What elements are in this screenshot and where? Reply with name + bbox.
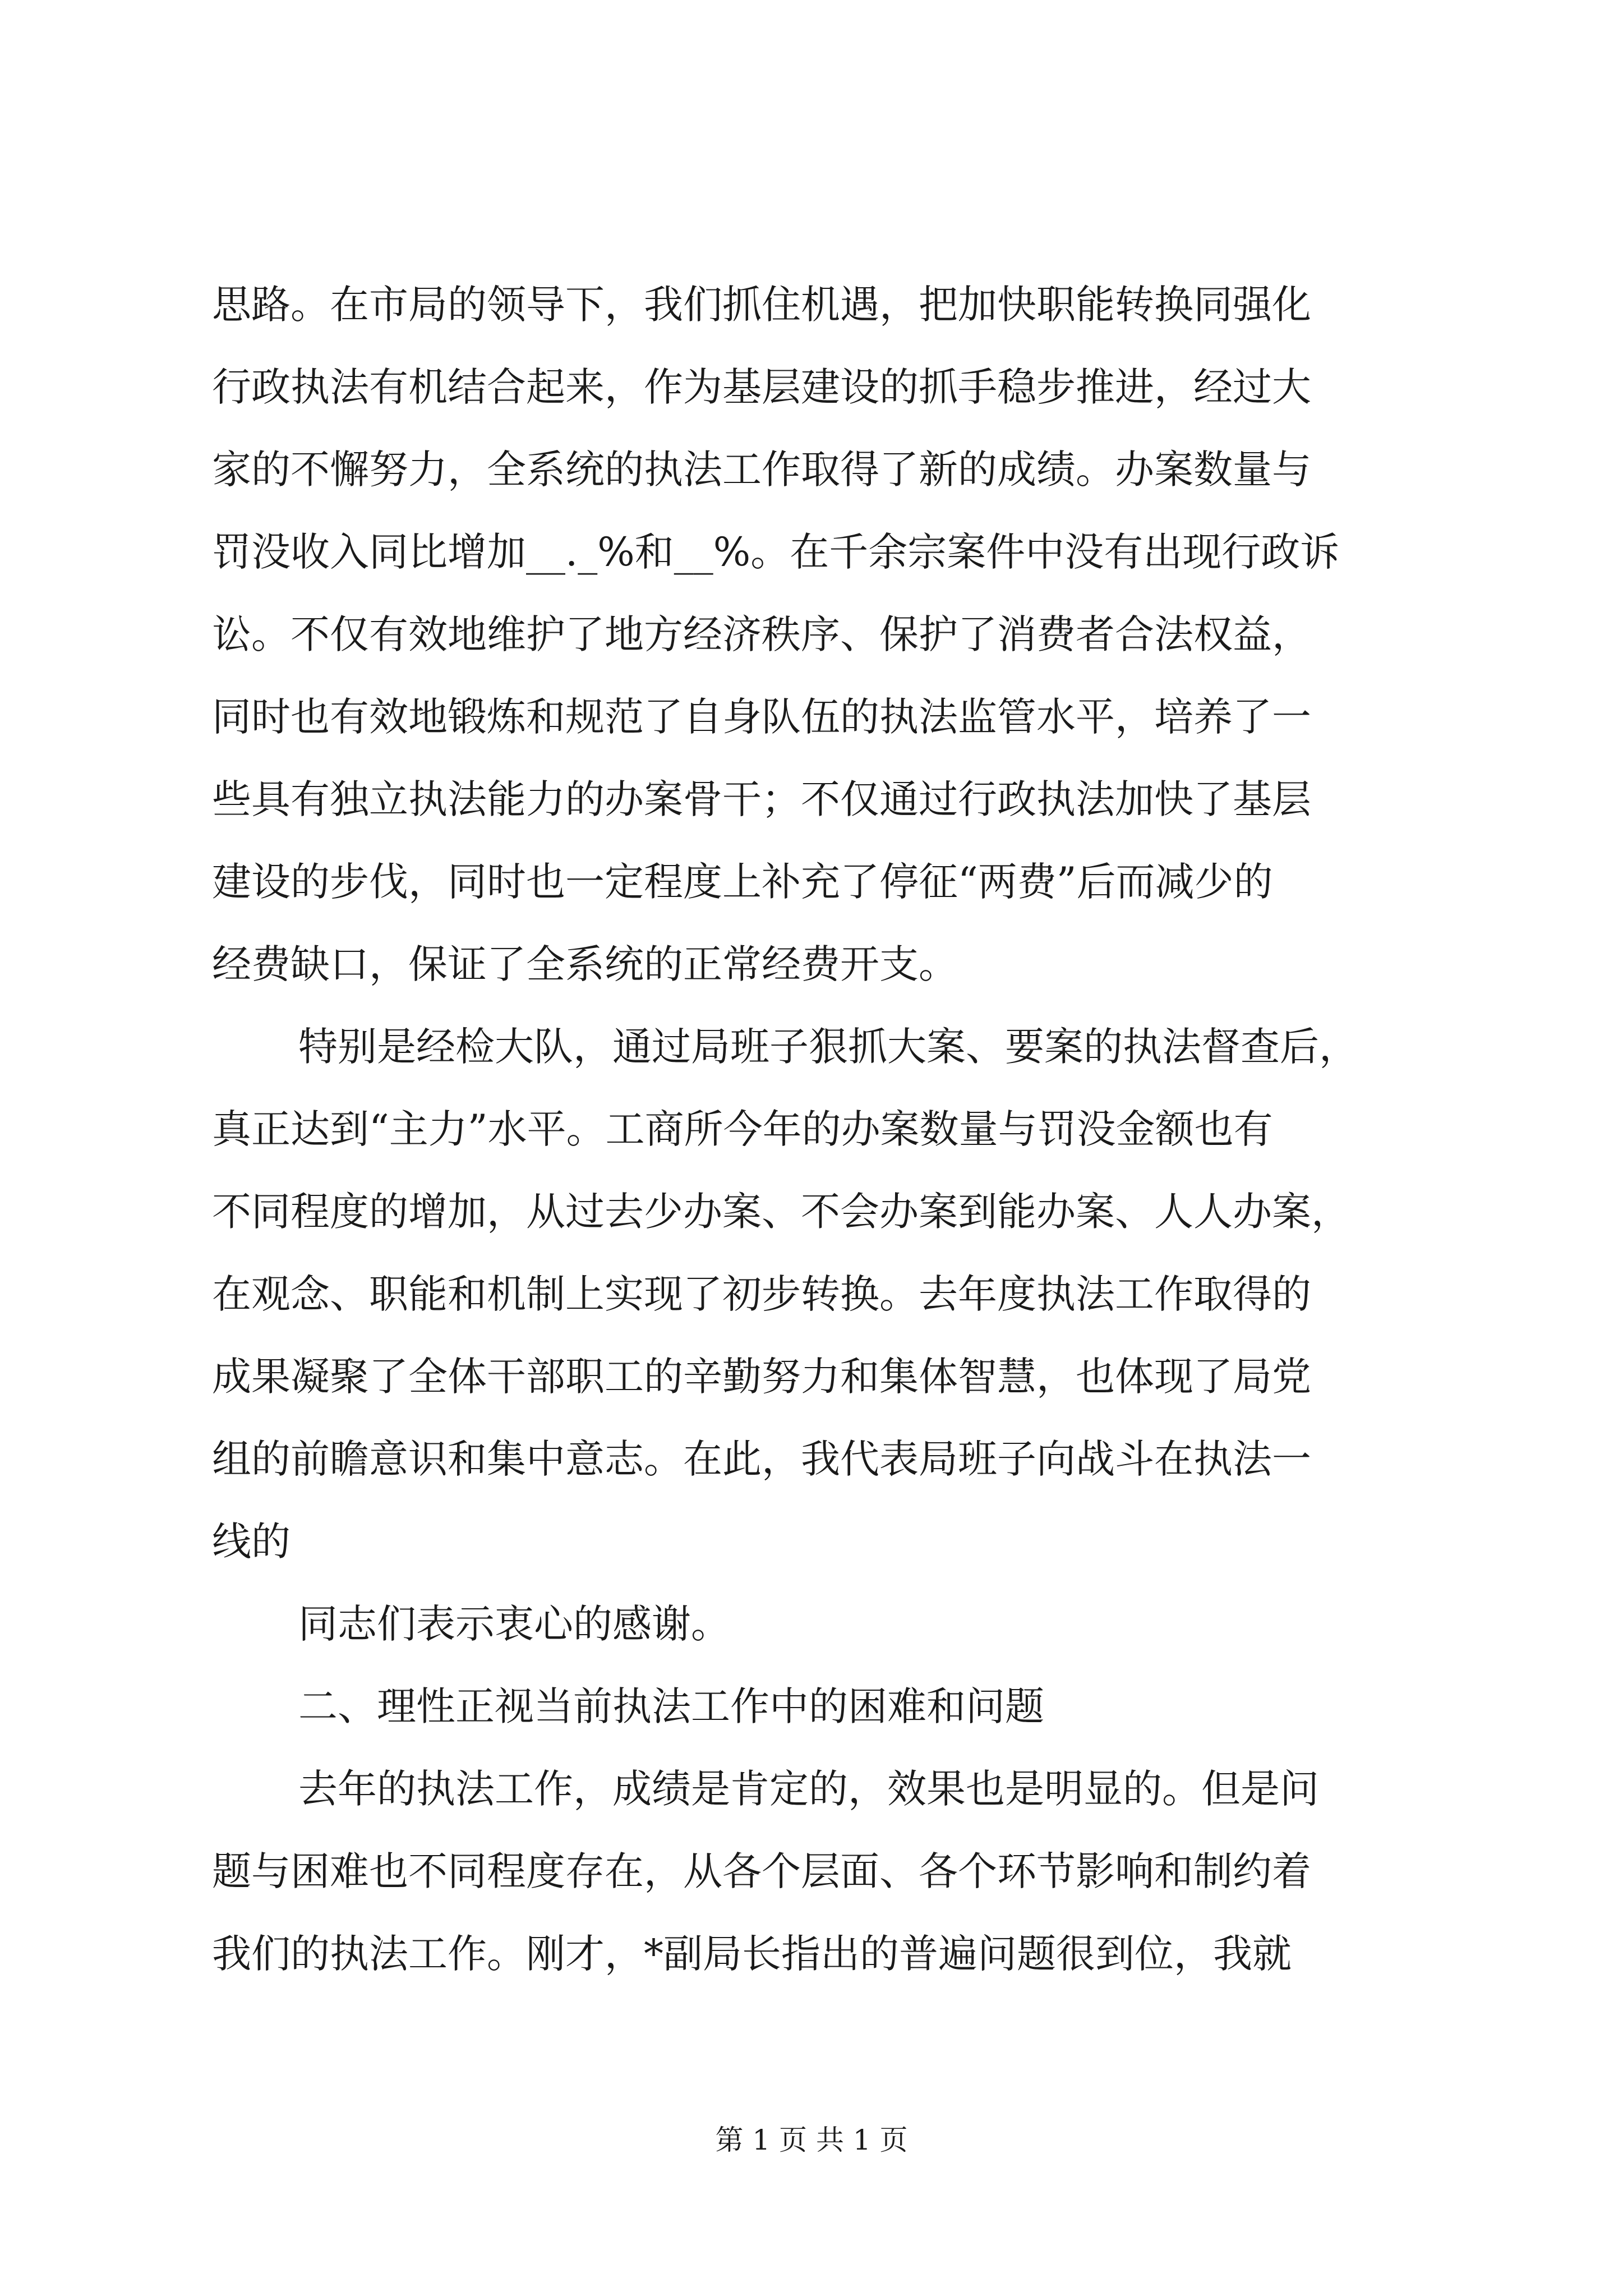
text-line: 在观念、职能和机制上实现了初步转换。去年度执法工作取得的	[212, 1271, 1311, 1317]
text-line: 题与困难也不同程度存在，从各个层面、各个环节影响和制约着	[212, 1848, 1311, 1894]
text-line: 同时也有效地锻炼和规范了自身队伍的执法监管水平，培养了一	[212, 694, 1311, 740]
text-line: 家的不懈努力，全系统的执法工作取得了新的成绩。办案数量与	[212, 447, 1311, 493]
text-line: 我们的执法工作。刚才，*副局长指出的普遍问题很到位，我就	[212, 1931, 1292, 1977]
paragraph-start-line: 去年的执法工作，成绩是肯定的，效果也是明显的。但是问	[298, 1766, 1319, 1812]
text-line: 不同程度的增加，从过去少办案、不会办案到能办案、人人办案，	[212, 1189, 1350, 1235]
text-line: 行政执法有机结合起来，作为基层建设的抓手稳步推进，经过大	[212, 364, 1311, 410]
text-line: 些具有独立执法能力的办案骨干；不仅通过行政执法加快了基层	[212, 776, 1311, 822]
text-line: 思路。在市局的领导下，我们抓住机遇，把加快职能转换同强化	[212, 282, 1311, 328]
paragraph-start-line: 特别是经检大队，通过局班子狠抓大案、要案的执法督查后，	[298, 1024, 1358, 1070]
text-line: 组的前瞻意识和集中意志。在此，我代表局班子向战斗在执法一	[212, 1436, 1311, 1482]
text-line: 建设的步伐，同时也一定程度上补充了停征“两费”后而减少的	[212, 859, 1273, 905]
text-line: 真正达到“主力”水平。工商所今年的办案数量与罚没金额也有	[212, 1106, 1273, 1152]
text-line: 成果凝聚了全体干部职工的辛勤努力和集体智慧，也体现了局党	[212, 1354, 1311, 1400]
page-number-footer: 第 1 页 共 1 页	[715, 2124, 908, 2156]
text-line: 罚没收入同比增加__._%和__%。在千余宗案件中没有出现行政诉	[212, 529, 1340, 575]
section-heading: 二、理性正视当前执法工作中的困难和问题	[298, 1683, 1044, 1729]
text-line: 线的	[212, 1519, 291, 1565]
document-body	[212, 264, 1423, 1995]
text-line: 讼。不仅有效地维护了地方经济秩序、保护了消费者合法权益，	[212, 611, 1311, 657]
text-line: 经费缺口，保证了全系统的正常经费开支。	[212, 941, 958, 987]
paragraph-start-line: 同志们表示衷心的感谢。	[298, 1601, 730, 1647]
